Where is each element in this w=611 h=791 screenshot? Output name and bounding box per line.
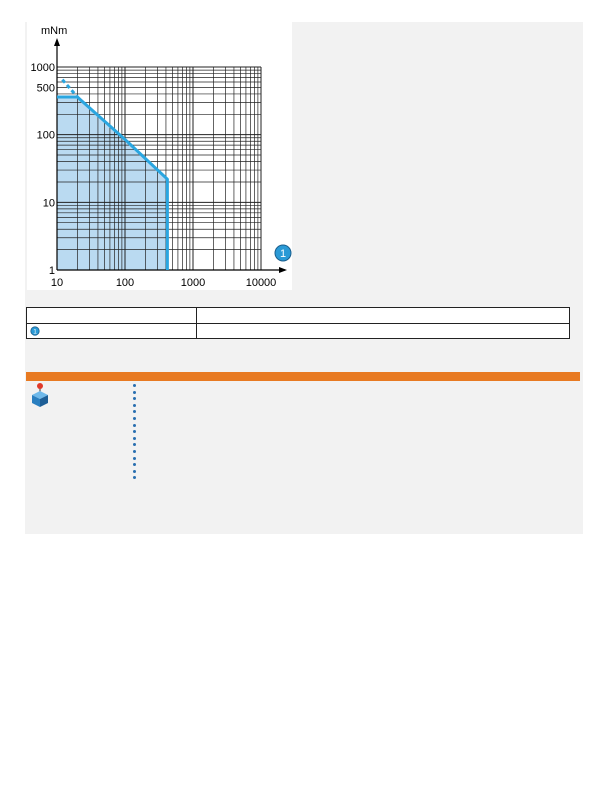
legend-table	[26, 307, 570, 339]
y-axis-label: mNm	[41, 25, 68, 37]
y-axis-arrow	[54, 38, 60, 46]
dot	[133, 410, 136, 413]
x-tick-label: 10	[50, 277, 64, 289]
dot	[133, 457, 136, 460]
table-row	[27, 323, 570, 339]
dot	[133, 397, 136, 400]
dot	[133, 437, 136, 440]
dot	[133, 417, 136, 420]
table-cell	[197, 323, 570, 339]
y-tick-label: 500	[36, 82, 55, 95]
dot	[133, 424, 136, 427]
table-cell	[27, 323, 197, 339]
marker-1-label: 1	[33, 328, 37, 336]
x-tick-label: 100	[115, 277, 135, 289]
x-axis-arrow	[279, 267, 287, 273]
table-cell	[197, 308, 570, 324]
dot	[133, 384, 136, 387]
dot	[133, 404, 136, 407]
y-tick-label: 100	[36, 129, 55, 142]
dot	[133, 450, 136, 453]
y-tick-label: 1000	[30, 62, 55, 74]
dot	[133, 391, 136, 394]
info-box-icon	[30, 382, 50, 408]
section-header-bar	[26, 372, 580, 381]
x-tick-label: 10000	[245, 277, 277, 289]
y-tick-label: 1	[48, 265, 55, 277]
dot	[133, 470, 136, 473]
dotted-separator	[133, 384, 139, 483]
y-tick-label: 10	[42, 197, 55, 210]
x-tick-label: 1000	[180, 277, 206, 289]
marker-1-icon	[30, 326, 40, 336]
marker-1-text: 1	[279, 248, 287, 260]
chart-container	[27, 22, 292, 290]
dot	[133, 430, 136, 433]
dot	[133, 443, 136, 446]
safe-operating-area	[57, 97, 167, 270]
dot	[133, 463, 136, 466]
table-row	[27, 308, 570, 324]
dot	[133, 476, 136, 479]
torque-speed-chart	[27, 22, 292, 290]
table-cell	[27, 308, 197, 324]
